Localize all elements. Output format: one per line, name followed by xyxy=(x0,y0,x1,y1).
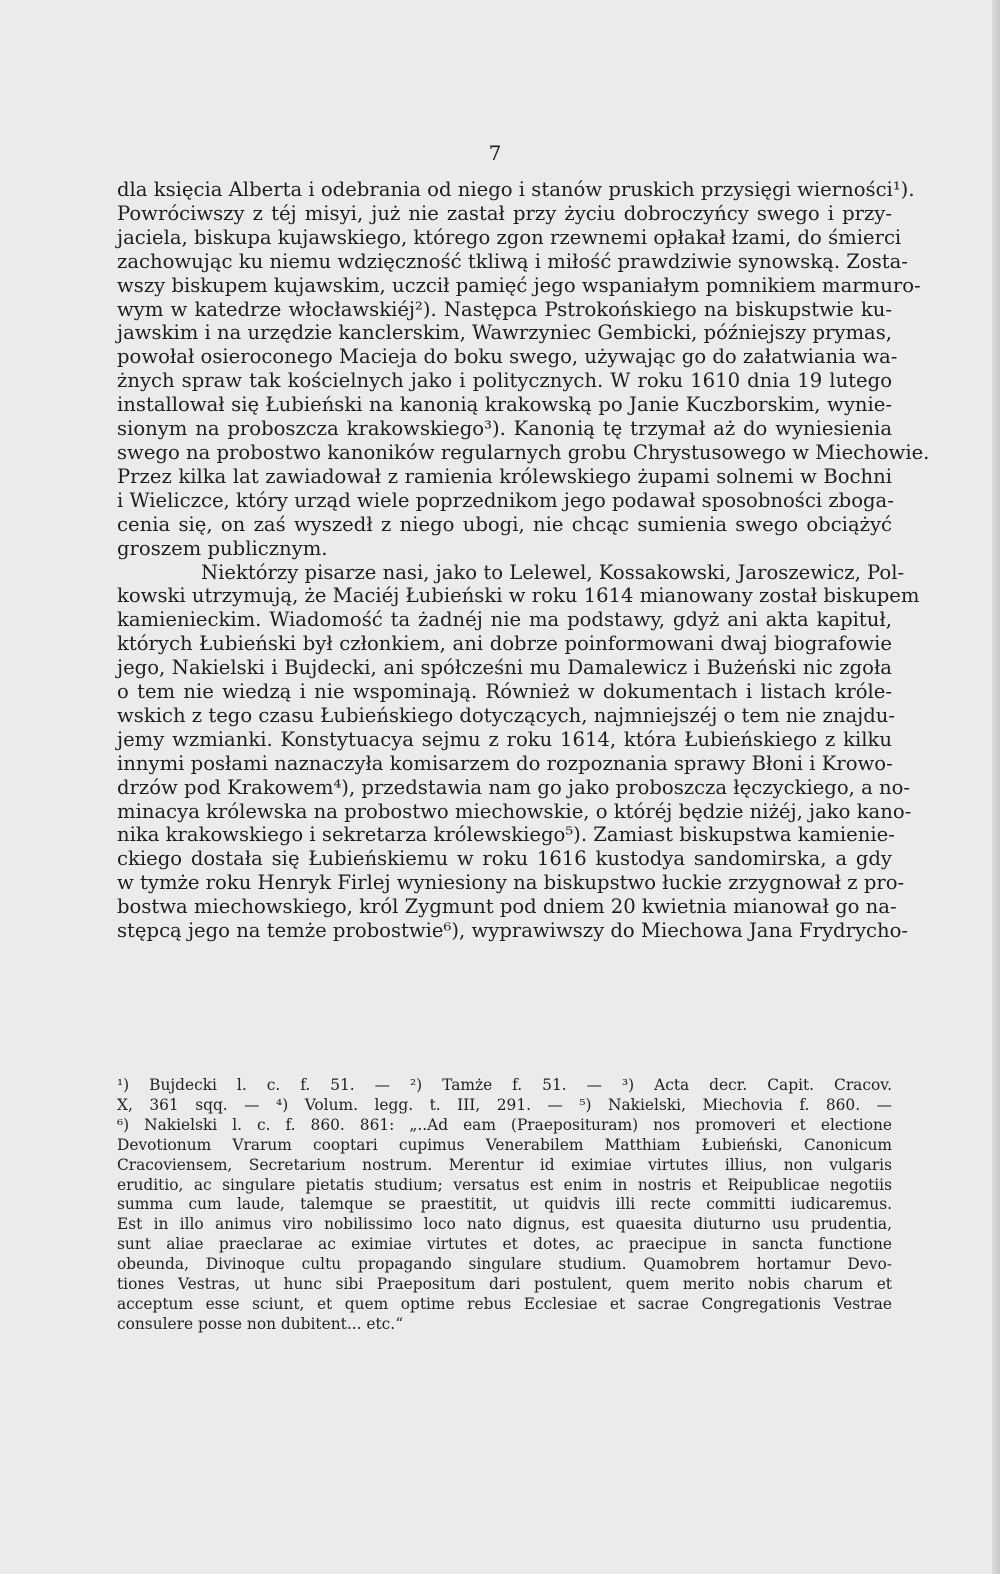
text-line: dla księcia Alberta i odebrania od niego i stanów pruskich przysięgi wierności¹). xyxy=(117,178,915,201)
text-line: drzów pod Krakowem⁴), przedstawia nam go jako proboszcza łęczyckiego, a no- xyxy=(117,775,911,799)
text-line: o tem nie wiedzą i nie wspominają. Również w dokumentach i listach króle- xyxy=(117,680,892,704)
page-edge-shadow xyxy=(992,0,1000,1574)
text-line: sionym na proboszcza krakowskiego³). Kanonią tę trzymał aż do wyniesienia xyxy=(117,417,892,441)
footnote-line: eruditio, ac singulare pietatis studium; versatus est enim in nostris et Reipublicae negotiis xyxy=(117,1175,892,1194)
footnote-line: Cracoviensem, Secretarium nostrum. Merentur id eximiae virtutes illius, non vulgaris xyxy=(117,1155,892,1174)
footnote-line: obeunda, Divinoque cultu propagando singulare studium. Quamobrem hortamur Devo- xyxy=(117,1255,892,1274)
footnote-line: Est in illo animus viro nobilissimo loco nato dignus, est quaesita diuturno usu prudentia, xyxy=(117,1215,892,1234)
text-line: Niektórzy pisarze nasi, jako to Lelewel, Kossakowski, Jaroszewicz, Pol- xyxy=(201,560,905,584)
footnote-line: ¹) Bujdecki l. c. f. 51. — ²) Tamże f. 51. — ³) Acta decr. Capit. Cracov. xyxy=(117,1076,892,1094)
text-line: w tymże roku Henryk Firlej wyniesiony na biskupstwo łuckie zrzygnował z pro- xyxy=(117,871,905,895)
text-line: i Wieliczce, który urząd wiele poprzednikom jego podawał sposobności zboga- xyxy=(117,488,894,512)
footnote-line: X, 361 sqq. — ⁴) Volum. legg. t. III, 291. — ⁵) Nakielski, Miechovia f. 860. — xyxy=(117,1095,892,1114)
text-line: kowski utrzymują, że Maciéj Łubieński w roku 1614 mianowany został biskupem xyxy=(117,584,920,608)
text-line: których Łubieński był członkiem, ani dobrze poinformowani dwaj biografowie xyxy=(117,632,892,656)
text-line: wskich z tego czasu Łubieńskiego dotyczących, najmniejszéj o tem nie znajdu- xyxy=(117,703,896,727)
footnote-line: sunt aliae praeclarae ac eximiae virtutes et dotes, ac praecipue in sancta functione xyxy=(117,1235,892,1254)
text-line: groszem publicznym. xyxy=(117,536,328,560)
text-line: jawskim i na urzędzie kanclerskim, Wawrzyniec Gembicki, późniejszy prymas, xyxy=(117,321,892,345)
text-line: jego, Nakielski i Bujdecki, ani spółcześni mu Damalewicz i Bużeński nic zgoła xyxy=(117,656,892,680)
text-line: Powróciwszy z téj misyi, już nie zastał przy życiu dobroczyńcy swego i przy- xyxy=(117,201,892,225)
page-number: 7 xyxy=(488,141,502,165)
text-line: innymi posłami naznaczyła komisarzem do rozpoznania sprawy Błoni i Krowo- xyxy=(117,751,893,775)
text-line: powołał osieroconego Macieja do boku swego, używając go do załatwiania wa- xyxy=(117,345,898,369)
text-line: jaciela, biskupa kujawskiego, którego zgon rzewnemi opłakał łzami, do śmierci xyxy=(117,225,902,249)
text-line: stępcą jego na temże probostwie⁶), wyprawiwszy do Miechowa Jana Frydrycho- xyxy=(117,919,909,943)
text-line: zachowując ku niemu wdzięczność tkliwą i miłość prawdziwie synowską. Zosta- xyxy=(117,249,908,273)
footnote-line: ⁶) Nakielski l. c. f. 860. 861: „..Ad eam (Praeposituram) nos promoveri et electione xyxy=(117,1115,892,1134)
footnote-line: tiones Vestras, ut hunc sibi Praepositum dari postulent, quem merito nobis charum et xyxy=(117,1275,892,1294)
footnote-line: acceptum esse sciunt, et quem optime rebus Ecclesiae et sacrae Congregationis Vestrae xyxy=(117,1294,892,1313)
text-line: kamienieckim. Wiadomość ta żadnéj nie ma podstawy, gdyż ani akta kapituł, xyxy=(117,608,892,632)
text-line: nika krakowskiego i sekretarza królewskiego⁵). Zamiast biskupstwa kamienie- xyxy=(117,823,895,847)
footnote-line: consulere posse non dubitent... etc.“ xyxy=(117,1314,404,1333)
text-line: cenia się, on zaś wyszedł z niego ubogi, nie chcąc sumienia swego obciążyć xyxy=(117,512,892,536)
text-line: wszy biskupem kujawskim, uczcił pamięć jego wspaniałym pomnikiem marmuro- xyxy=(117,273,921,297)
text-line: jemy wzmianki. Konstytuacya sejmu z roku 1614, która Łubieńskiego z kilku xyxy=(117,727,892,751)
text-line: żnych spraw tak kościelnych jako i politycznych. W roku 1610 dnia 19 lutego xyxy=(117,369,892,393)
footnote-line: summa cum laude, talemque se praestitit, ut quidvis illi recte committi iudicaremus. xyxy=(117,1195,892,1214)
text-line: bostwa miechowskiego, król Zygmunt pod dniem 20 kwietnia mianował go na- xyxy=(117,895,897,919)
text-line: installował się Łubieński na kanonią krakowską po Janie Kuczborskim, wynie- xyxy=(117,393,892,417)
footnote-line: Devotionum Vrarum cooptari cupimus Venerabilem Matthiam Łubieński, Canonicum xyxy=(117,1135,892,1154)
text-line: swego na probostwo kanoników regularnych grobu Chrystusowego w Miechowie. xyxy=(117,440,930,464)
main-text xyxy=(117,178,930,943)
text-line: minacya królewska na probostwo miechowskie, o któréj będzie niżéj, jako kano- xyxy=(117,799,912,823)
text-line: ckiego dostała się Łubieńskiemu w roku 1616 kustodya sandomirska, a gdy xyxy=(117,847,892,871)
text-line: wym w katedrze włocławskiéj²). Następca Pstrokońskiego na biskupstwie ku- xyxy=(117,297,892,321)
footnotes xyxy=(117,1076,892,1335)
text-line: Przez kilka lat zawiadował z ramienia królewskiego żupami solnemi w Bochni xyxy=(117,464,892,488)
